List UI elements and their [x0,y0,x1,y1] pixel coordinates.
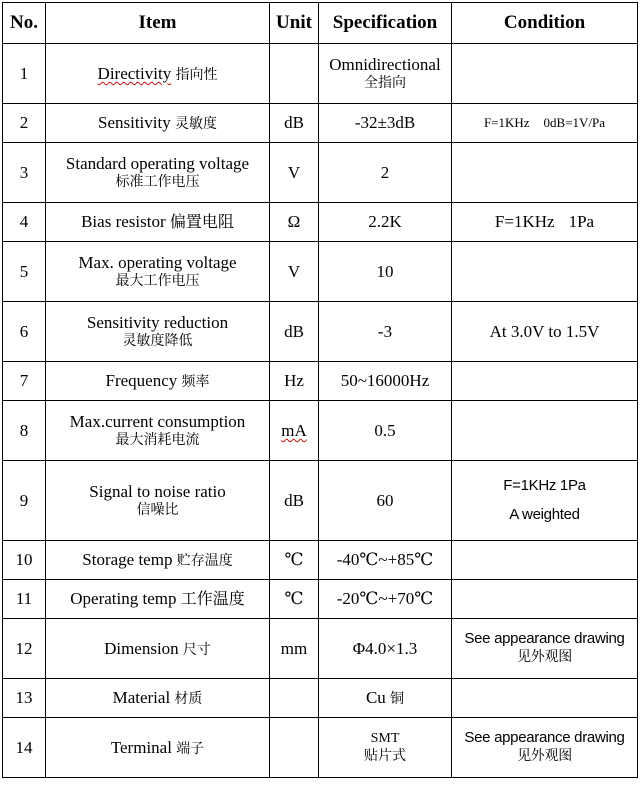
cond-b: 1Pa [568,212,595,232]
unit-text: mA [281,420,307,440]
table-row [3,302,638,362]
cond-a: F=1KHz [483,114,530,130]
item-zh: 信噪比 [136,502,179,519]
row-spec: 60 [319,461,452,541]
row-unit: dB [270,302,319,362]
row-cond [452,619,638,679]
row-item [46,619,270,679]
item-zh: 材质 [174,691,203,708]
header-cond: Condition [452,3,638,44]
item-zh: 频率 [181,374,210,391]
row-item [46,362,270,401]
row-unit [270,401,319,461]
cond-b: A weighted [509,505,580,523]
header-unit: Unit [270,3,319,44]
row-no: 9 [3,461,46,541]
item-en: Frequency [105,371,178,391]
item-en: Dimension [104,638,179,658]
item-zh: 偏置电阻 [169,212,234,232]
item-en: Sensitivity [98,113,171,133]
spec-zh: 全指向 [364,75,406,92]
row-unit: Ω [270,203,319,242]
row-cond [452,242,638,302]
cond-b: 0dB=1V/Pa [543,114,606,130]
row-spec: -3 [319,302,452,362]
cond-en: See appearance drawing [464,630,625,648]
row-no: 14 [3,718,46,778]
item-en: Sensitivity reduction [86,313,229,333]
item-en: Directivity [97,63,172,83]
row-unit: mm [270,619,319,679]
row-unit: dB [270,104,319,143]
row-cond [452,44,638,104]
row-spec [319,679,452,718]
row-unit: V [270,242,319,302]
header-spec: Specification [319,3,452,44]
row-spec: -32±3dB [319,104,452,143]
row-spec: 2 [319,143,452,203]
row-cond [452,203,638,242]
row-cond [452,104,638,143]
row-spec: 2.2K [319,203,452,242]
row-cond [452,718,638,778]
table-row [3,461,638,541]
header-row [3,3,638,44]
row-no: 10 [3,541,46,580]
item-zh: 工作温度 [180,589,245,609]
item-en: Signal to noise ratio [89,482,226,502]
item-zh: 尺寸 [182,641,211,658]
row-unit: V [270,143,319,203]
item-zh: 标准工作电压 [115,174,200,191]
row-item [46,679,270,718]
row-spec: 10 [319,242,452,302]
row-item [46,44,270,104]
spec-en: Omnidirectional [329,55,441,75]
table-row [3,541,638,580]
row-unit: ℃ [270,580,319,619]
item-zh: 指向性 [175,66,218,83]
row-spec: -40℃~+85℃ [319,541,452,580]
header-no: No. [3,3,46,44]
row-no: 2 [3,104,46,143]
row-no: 6 [3,302,46,362]
table-row [3,143,638,203]
table-row [3,679,638,718]
item-en: Bias resistor [81,212,166,232]
row-cond [452,401,638,461]
row-no: 8 [3,401,46,461]
row-cond [452,580,638,619]
cond-en: See appearance drawing [464,729,625,747]
row-item [46,143,270,203]
row-item [46,104,270,143]
spec-table [2,2,638,778]
item-zh: 端子 [176,740,205,757]
item-zh: 最大工作电压 [115,273,200,290]
item-zh: 最大消耗电流 [115,432,200,449]
item-zh: 灵敏度 [174,116,217,133]
table-row [3,718,638,778]
row-no: 3 [3,143,46,203]
row-cond [452,461,638,541]
spec-zh: 铜 [390,691,405,708]
row-item [46,541,270,580]
table-row [3,44,638,104]
row-spec: 0.5 [319,401,452,461]
item-en: Max.current consumption [69,412,246,432]
row-unit [270,718,319,778]
row-item [46,242,270,302]
item-zh: 灵敏度降低 [122,333,193,350]
item-en: Operating temp [70,589,177,609]
item-en: Terminal [110,737,172,757]
row-no: 13 [3,679,46,718]
row-item [46,401,270,461]
row-unit: Hz [270,362,319,401]
table-row [3,580,638,619]
row-spec: Φ4.0×1.3 [319,619,452,679]
header-item: Item [46,3,270,44]
item-en: Standard operating voltage [65,154,250,174]
row-cond: At 3.0V to 1.5V [452,302,638,362]
spec-en: Cu [365,688,386,708]
row-item [46,580,270,619]
row-unit [270,679,319,718]
item-zh: 贮存温度 [176,553,233,570]
row-item [46,203,270,242]
row-spec [319,44,452,104]
row-no: 11 [3,580,46,619]
row-spec: -20℃~+70℃ [319,580,452,619]
table-row [3,401,638,461]
row-no: 7 [3,362,46,401]
table-row [3,619,638,679]
cond-zh: 见外观图 [517,649,572,666]
row-item [46,302,270,362]
cond-a: F=1KHz 1Pa [503,476,586,494]
row-cond [452,143,638,203]
table-row [3,362,638,401]
row-item [46,718,270,778]
row-no: 1 [3,44,46,104]
row-no: 5 [3,242,46,302]
item-en: Storage temp [82,550,173,570]
table-row [3,203,638,242]
table-row [3,104,638,143]
row-unit: dB [270,461,319,541]
row-spec: 50~16000Hz [319,362,452,401]
row-no: 12 [3,619,46,679]
row-spec [319,718,452,778]
row-unit [270,44,319,104]
row-cond [452,679,638,718]
row-no: 4 [3,203,46,242]
row-cond [452,362,638,401]
cond-a: F=1KHz [494,212,555,232]
row-cond [452,541,638,580]
cond-zh: 见外观图 [517,748,572,765]
item-en: Max. operating voltage [78,253,237,273]
row-unit: ℃ [270,541,319,580]
row-item [46,461,270,541]
spec-zh: 贴片式 [364,747,406,764]
table-row [3,242,638,302]
item-en: Material [112,688,171,708]
spec-en: SMT [370,731,400,746]
